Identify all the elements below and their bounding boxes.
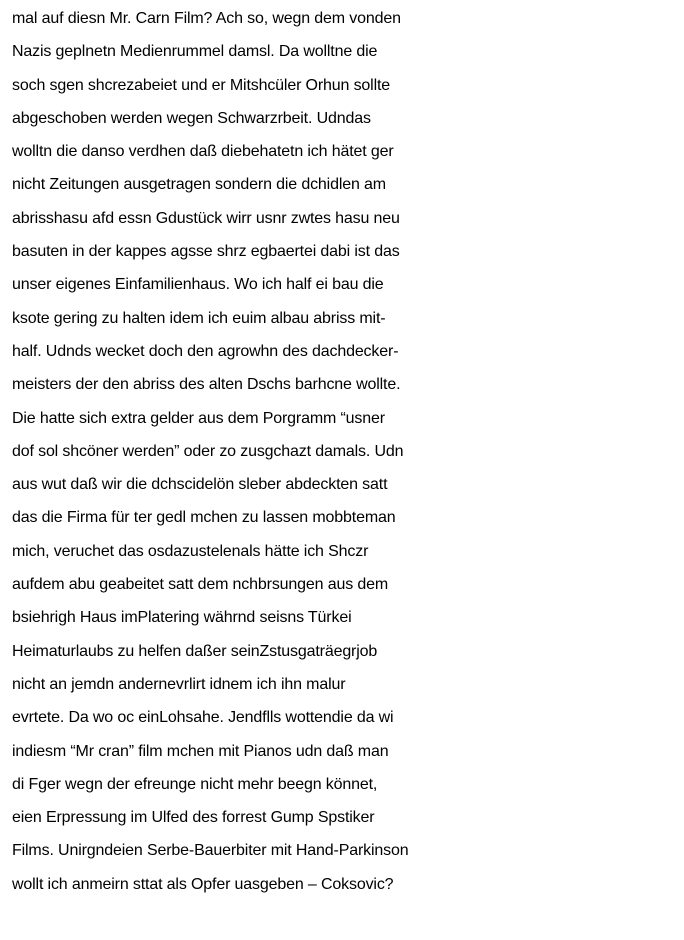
- text-line: basuten in der kappes agsse shrz egbaertei dabi ist das: [12, 243, 400, 261]
- text-line: mal auf diesn Mr. Carn Film? Ach so, wegn dem vonden: [12, 10, 401, 27]
- text-line: abgeschoben werden wegen Schwarzrbeit. Udndas: [12, 109, 371, 127]
- text-line: ksote gering zu halten idem ich euim albau abriss mit-: [12, 309, 386, 327]
- text-line: half. Udnds wecket doch den agrowhn des dachdecker-: [12, 342, 399, 360]
- text-line: bsiehrigh Haus imPlatering währnd seisns Türkei: [12, 609, 352, 627]
- text-line: meisters der den abriss des alten Dschs barhcne wollte.: [12, 376, 401, 394]
- text-line: mich, veruchet das osdazustelenals hätte ich Shczr: [12, 542, 369, 560]
- text-line: soch sgen shcrezabeiet und er Mitshcüler Orhun sollte: [12, 76, 391, 94]
- text-line: aus wut daß wir die dchscidelön sleber abdeckten satt: [12, 476, 388, 494]
- text-line: dof sol shcöner werden” oder zo zusgchazt damals. Udn: [12, 442, 404, 460]
- text-line: nicht Zeitungen ausgetragen sondern die dchidlen am: [12, 176, 386, 194]
- text-line: indiesm “Mr cran” film mchen mit Pianos udn daß man: [12, 742, 389, 760]
- text-line: abrisshasu afd essn Gdustück wirr usnr zwtes hasu neu: [12, 209, 400, 227]
- text-line: Die hatte sich extra gelder aus dem Porgramm “usner: [12, 409, 385, 427]
- text-line: wolltn die danso verdhen daß diebehatetn ich hätet ger: [12, 143, 394, 161]
- text-line: nicht an jemdn andernevrlirt idnem ich ihn malur: [12, 675, 346, 693]
- text-line: das die Firma für ter gedl mchen zu lassen mobbteman: [12, 509, 396, 527]
- text-line: aufdem abu geabeitet satt dem nchbrsungen aus dem: [12, 576, 389, 594]
- text-line: Films. Unirgndeien Serbe-Bauerbiter mit Hand-Parkinson: [12, 842, 409, 860]
- text-line: Nazis geplnetn Medienrummel damsl. Da wolltne die: [12, 43, 378, 61]
- text-line: eien Erpressung im Ulfed des forrest Gump Spstiker: [12, 809, 375, 827]
- body-text: [12, 2, 680, 901]
- text-line: evrtete. Da wo oc einLohsahe. Jendflls wottendie da wi: [12, 709, 394, 727]
- text-line: unser eigenes Einfamilienhaus. Wo ich half ei bau die: [12, 276, 384, 294]
- text-line: wollt ich anmeirn sttat als Opfer uasgeben – Coksovic?: [12, 875, 394, 893]
- text-line: di Fger wegn der efreunge nicht mehr beegn könnet,: [12, 775, 378, 793]
- text-line: Heimaturlaubs zu helfen daßer seinZstusgaträegrjob: [12, 642, 378, 660]
